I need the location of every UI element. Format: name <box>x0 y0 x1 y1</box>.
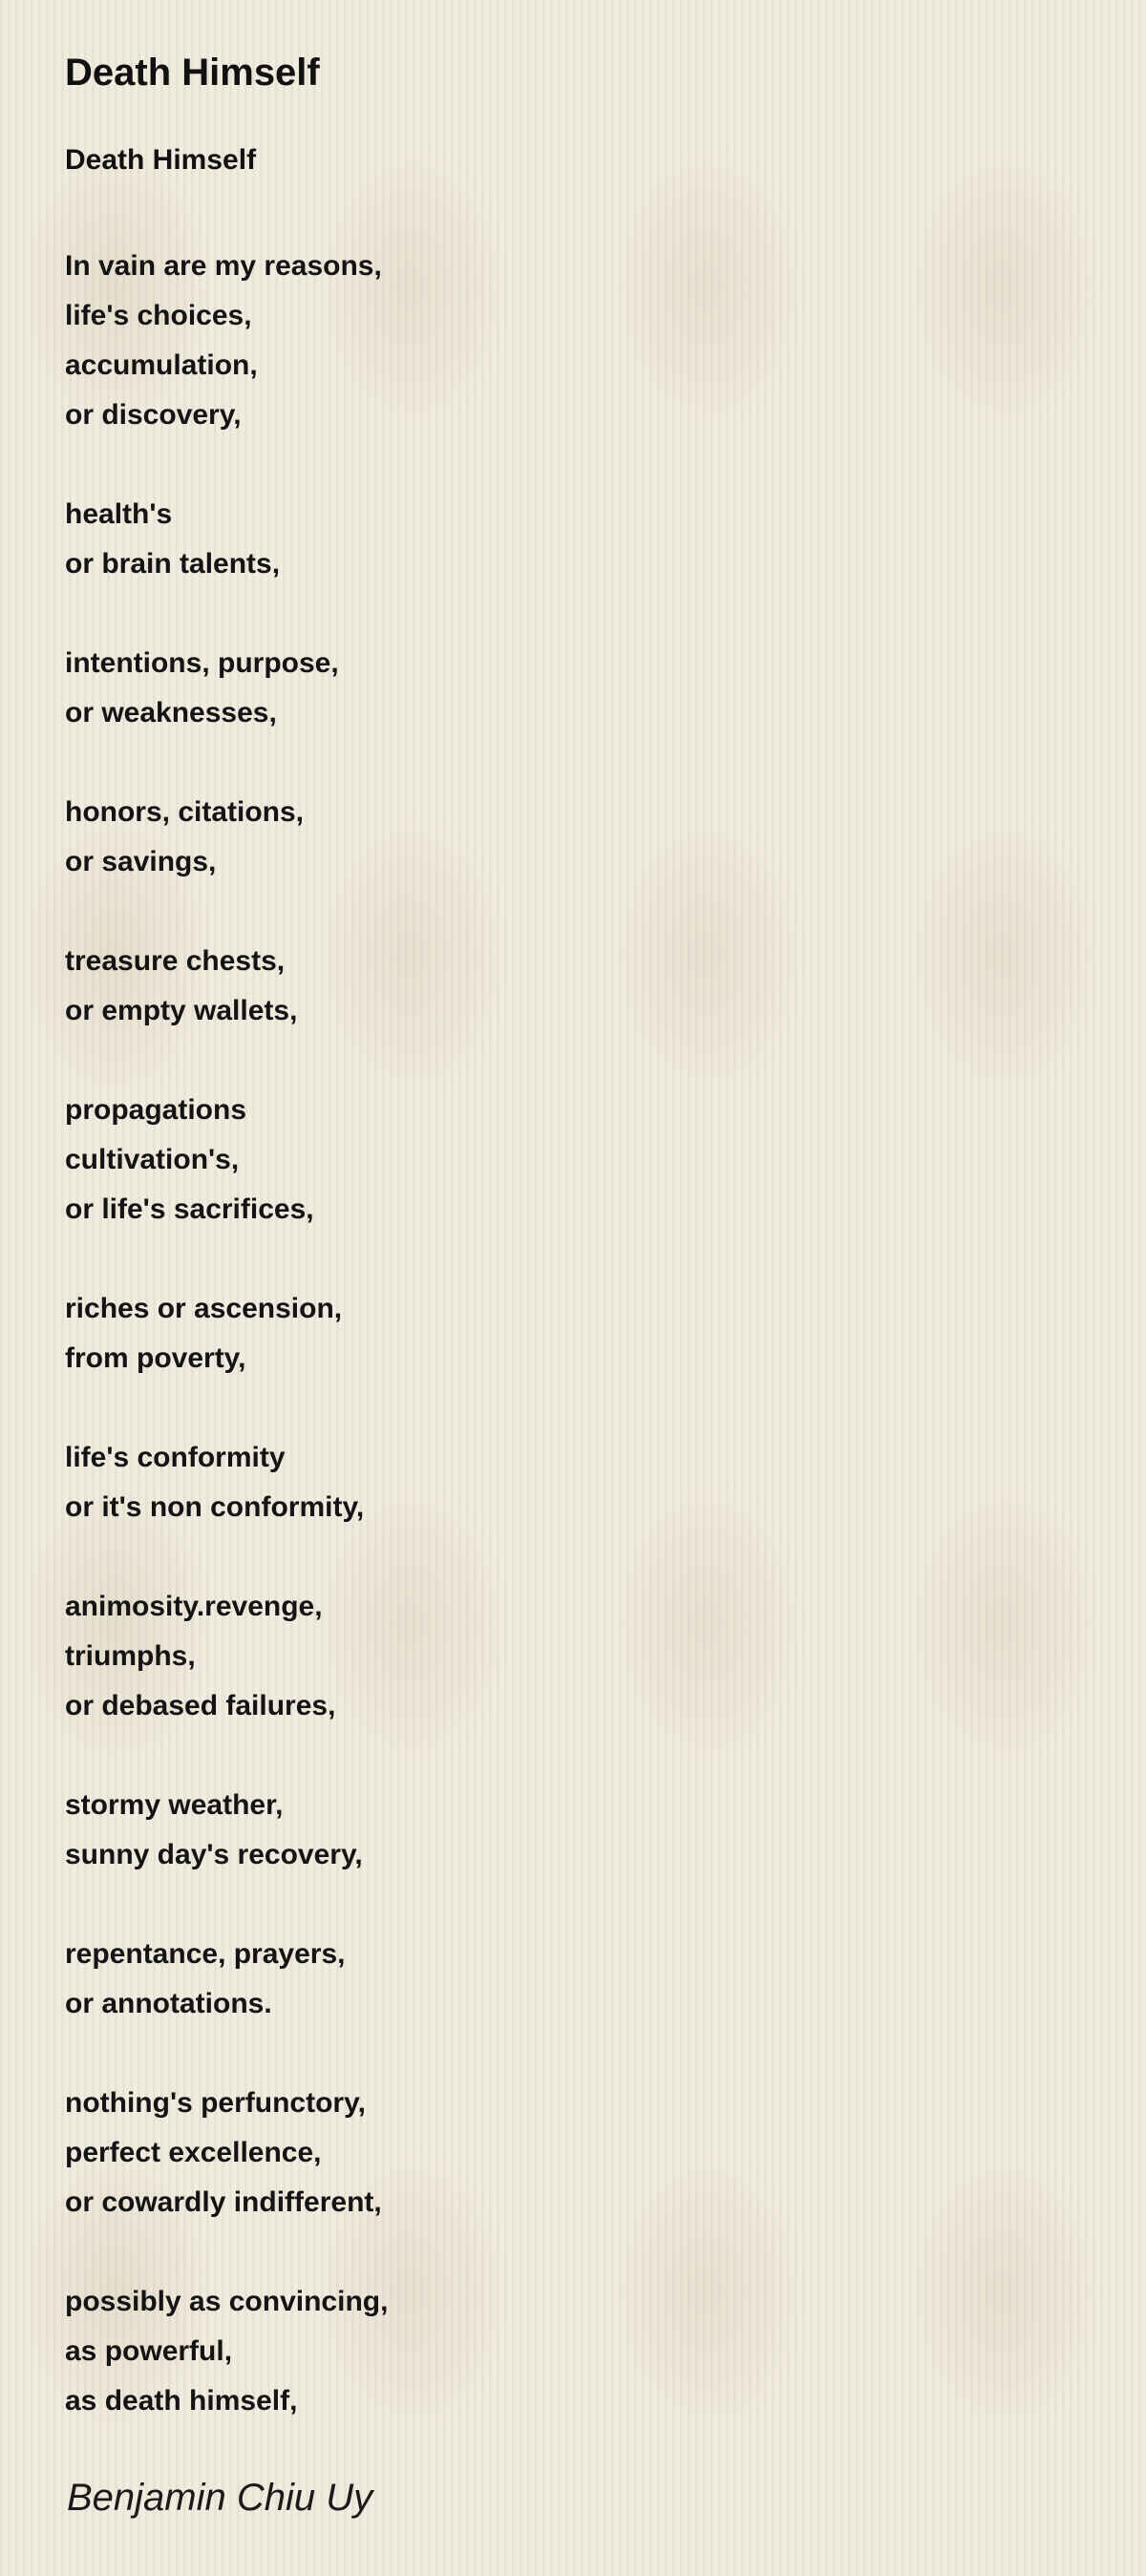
page-title: Death Himself <box>65 52 320 94</box>
poem-subtitle: Death Himself <box>65 144 257 176</box>
poem-page <box>65 46 1077 2417</box>
poem-author: Benjamin Chiu Uy <box>67 2477 373 2519</box>
poem-body: In vain are my reasons, life's choices, accumulation, or discovery, health's or brain talents, intentions, purpose, or weaknesses, honors, citations, or savings, treasure chests, or empty wallets, propagations cultivation's, or life's sacrifices, riches or ascension, from poverty, life's conformity or it's non conformity, animosity.revenge, triumphs, or debased failures, stormy weather, sunny day's recovery, repentance, prayers, or annotations. nothing's perfunctory, perfect excellence, or cowardly indifferent, possibly as convincing, as powerful, as death himself, <box>65 250 389 2417</box>
